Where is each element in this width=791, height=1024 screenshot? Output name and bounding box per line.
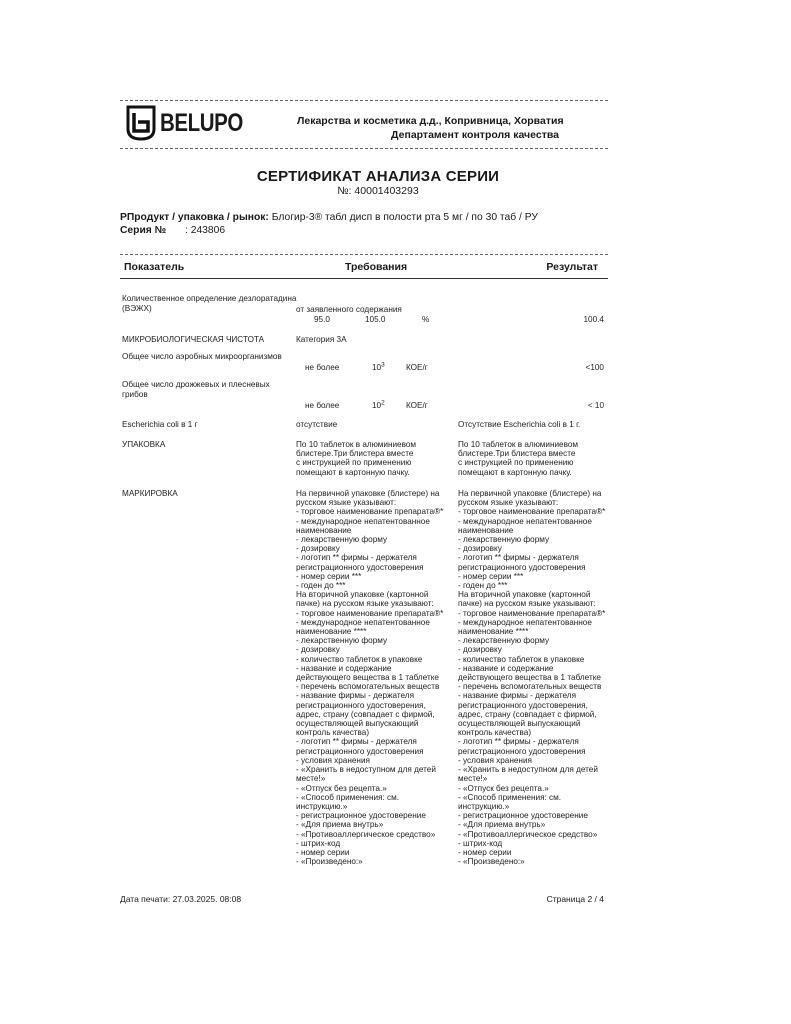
assay-requirement: от заявленного содержания [296,305,402,314]
marking-result-line: - регистрационное удостоверение [458,811,588,821]
marking-req-line: - торговое наименование препарата®* [296,507,444,517]
marking-result-line: регистрационного удостоверения [458,746,586,756]
product-line [120,212,538,223]
marking-result-line: контроль качества) [458,728,532,738]
marking-req-line: регистрационного удостоверения [296,562,424,572]
packaging-result-line: По 10 таблеток в алюминиевом [458,440,579,449]
marking-req-line: инструкцию.» [296,801,348,811]
marking-result-line: - номер серии *** [458,571,524,581]
marking-req-line: - лекарственную форму [296,535,388,545]
marking-result-line: - штрих-код [458,838,503,848]
marking-result-line: адрес, страну (совпадает с фирмой, [458,709,597,719]
marking-req-line: - название фирмы - держателя [296,691,415,701]
marking-result-line: действующего вещества в 1 таблетке [458,673,601,683]
marking-result-line: - международное непатентованное [458,516,592,526]
marking-req-line: - номер серии *** [296,571,362,581]
marking-result-line: - лекарственную форму [458,636,550,646]
yeast-name-line2: грибов [122,390,148,399]
marking-req-line: - годен до *** [296,581,346,591]
assay-name-line1: Количественное определение дезлоратадина [122,294,297,303]
marking-req-line: - дозировку [296,544,340,554]
marking-req-line: - название и содержание [296,663,392,673]
marking-result-line: - перечень вспомогательных веществ [458,682,602,692]
marking-req-line: - «Произведено:» [296,857,363,867]
aerobic-result: <100 [585,363,604,372]
yeast-req-prefix: не более [305,401,340,410]
marking-result-line: На первичной упаковке (блистере) на [458,489,602,498]
column-indicator: Показатель [124,261,185,273]
marking-result-line: - количество таблеток в упаковке [458,654,585,664]
marking-result-line: - «Отпуск без рецепта.» [458,783,549,793]
marking-result-line: - годен до *** [458,581,508,591]
marking-req-line: - условия хранения [296,755,370,765]
header-divider [120,148,608,149]
micro-requirement: Категория 3А [296,335,347,344]
marking-result-line: - название фирмы - держателя [458,691,577,701]
logo-text: BELUPO [160,109,243,137]
packaging-result [458,440,578,477]
top-divider [120,100,608,101]
marking-req-line: На вторичной упаковке (картонной [296,590,429,600]
marking-result-line: наименование [458,525,514,535]
packaging-req-line: блистере.Три блистера вместе [296,449,414,459]
aerobic-req-value [372,363,385,372]
packaging-result-line: помещают в картонную пачку. [458,467,572,477]
marking-req-line: - логотип ** фирмы - держателя [296,737,417,747]
marking-req-line: - «Противоаллергическое средство» [296,829,436,839]
aerobic-req-unit: КОЕ/г [406,363,428,372]
aerobic-name: Общее число аэробных микроорганизмов [122,352,282,361]
marking-result-line: - лекарственную форму [458,535,550,545]
marking-req-line: - международное непатентованное [296,516,430,526]
ecoli-result: Отсутствие Escherichia coli в 1 г. [458,420,581,429]
marking-result-line: - «Противоаллергическое средство» [458,829,598,839]
product-label: РПродукт / упаковка / рынок: [120,212,269,223]
marking-req-line: - количество таблеток в упаковке [296,654,423,664]
marking-req-line: - номер серии [296,847,350,857]
marking-req-line: адрес, страну (совпадает с фирмой, [296,709,435,719]
marking-req-line: - перечень вспомогательных веществ [296,682,440,692]
page-number: Страница 2 / 4 [546,894,604,904]
marking-result-line: - «Хранить в недоступном для детей [458,765,598,775]
marking-req-line: - «Способ применения: см. [296,792,400,802]
marking-req-line: - логотип ** фирмы - держателя [296,553,417,563]
marking-req-line: - регистрационное удостоверение [296,811,426,821]
packaging-req-line: По 10 таблеток в алюминиевом [296,440,417,449]
packaging-result-line: с инструкцией по применению [458,458,574,468]
marking-result-line: - логотип ** фирмы - держателя [458,737,579,747]
marking-req-line: осуществляющей выпускающий [296,719,419,729]
marking-result-line: - дозировку [458,544,502,554]
column-result: Результат [546,261,598,273]
assay-result: 100.4 [583,315,604,324]
marking-result-line: - «Произведено:» [458,857,525,867]
table-top-divider [120,254,608,255]
yeast-req-unit: КОЕ/г [406,401,428,410]
marking-req-line: На первичной упаковке (блистере) на [296,489,440,498]
micro-name: МИКРОБИОЛОГИЧЕСКАЯ ЧИСТОТА [122,335,265,344]
marking-result-line: регистрационного удостоверения [458,562,586,572]
marking-req-line: действующего вещества в 1 таблетке [296,673,439,683]
marking-result-line: - «Для приема внутрь» [458,820,546,830]
packaging-name: УПАКОВКА [122,440,166,449]
marking-result-line: регистрационного удостоверения, [458,700,588,710]
marking-req-line: русском языке указывают: [296,498,397,508]
marking-result-line: пачке) на русском языке указывают: [458,599,596,609]
marking-result-line: - «Способ применения: см. [458,792,562,802]
yeast-req-value [372,401,385,410]
document-title: СЕРТИФИКАТ АНАЛИЗА СЕРИИ [256,168,500,185]
series-label: Серия № [120,225,167,236]
marking-result-line: месте!» [458,774,488,784]
marking-req-line: регистрационного удостоверения, [296,700,426,710]
marking-req-line: - штрих-код [296,838,341,848]
marking-req-line: - лекарственную форму [296,636,388,646]
marking-req-line: пачке) на русском языке указывают: [296,599,434,609]
marking-result-line: На вторичной упаковке (картонной [458,590,591,600]
marking-result-line: - международное непатентованное [458,617,592,627]
belupo-logo [126,105,243,145]
marking-result-line: - торговое наименование препарата®* [458,507,606,517]
marking-req-line: наименование [296,525,352,535]
aerobic-req-exp: 3 [381,361,385,369]
company-info [297,114,564,142]
marking-req-line: - торговое наименование препарата®* [296,608,444,618]
yeast-result: < 10 [587,401,604,410]
marking-req-line: - международное непатентованное [296,617,430,627]
marking-req-line: регистрационного удостоверения [296,746,424,756]
assay-name-line2: (ВЭЖХ) [122,304,152,313]
print-date: Дата печати: 27.03.2025. 08:08 [120,894,242,904]
packaging-req-line: помещают в картонную пачку. [296,467,410,477]
packaging-req-line: с инструкцией по применению [296,458,412,468]
marking-result-line: осуществляющей выпускающий [458,719,581,729]
marking-req-line: - дозировку [296,645,340,655]
marking-req-line: контроль качества) [296,728,370,738]
marking-result [458,489,605,866]
department-name: Департамент контроля качества [391,129,559,141]
ecoli-requirement: отсутствие [296,420,338,429]
marking-result-line: инструкцию.» [458,801,510,811]
assay-unit: % [422,315,430,324]
marking-result-line: - логотип ** фирмы - держателя [458,553,579,563]
marking-result-line: наименование **** [458,627,529,637]
packaging-result-line: блистере.Три блистера вместе [458,449,576,459]
marking-req-line: - «Отпуск без рецепта.» [296,783,387,793]
table-header-divider [120,278,608,279]
marking-result-line: - дозировку [458,645,502,655]
marking-req-line: - «Для приема внутрь» [296,820,384,830]
marking-requirement [296,489,443,866]
aerobic-req-prefix: не более [305,363,340,372]
ecoli-name: Escherichia coli в 1 г [122,420,198,429]
marking-result-line: - номер серии [458,847,512,857]
marking-name: МАРКИРОВКА [122,489,178,498]
series-line [120,225,225,236]
marking-result-line: русском языке указывают: [458,498,559,508]
column-requirements: Требования [345,261,408,273]
marking-req-line: - «Хранить в недоступном для детей [296,765,436,775]
aerobic-req-base: 10 [372,363,382,372]
marking-req-line: наименование **** [296,627,367,637]
marking-result-line: - название и содержание [458,663,554,673]
packaging-requirement [296,440,416,477]
assay-max: 105.0 [365,315,386,324]
marking-result-line: - условия хранения [458,755,532,765]
yeast-name-line1: Общее число дрожжевых и плесневых [122,380,270,389]
yeast-req-base: 10 [372,401,382,410]
marking-req-line: месте!» [296,774,326,784]
assay-min: 95.0 [314,315,330,324]
company-name: Лекарства и косметика д.д., Копривница, Хорватия [297,115,564,127]
product-value: Блогир-3® табл дисп в полости рта 5 мг / по 30 таб / РУ [271,212,538,223]
certificate-number: №: 40001403293 [337,185,419,197]
yeast-req-exp: 2 [381,399,385,407]
series-value: : 243806 [185,225,226,236]
marking-result-line: - торговое наименование препарата®* [458,608,606,618]
belupo-logo-icon [126,105,156,141]
